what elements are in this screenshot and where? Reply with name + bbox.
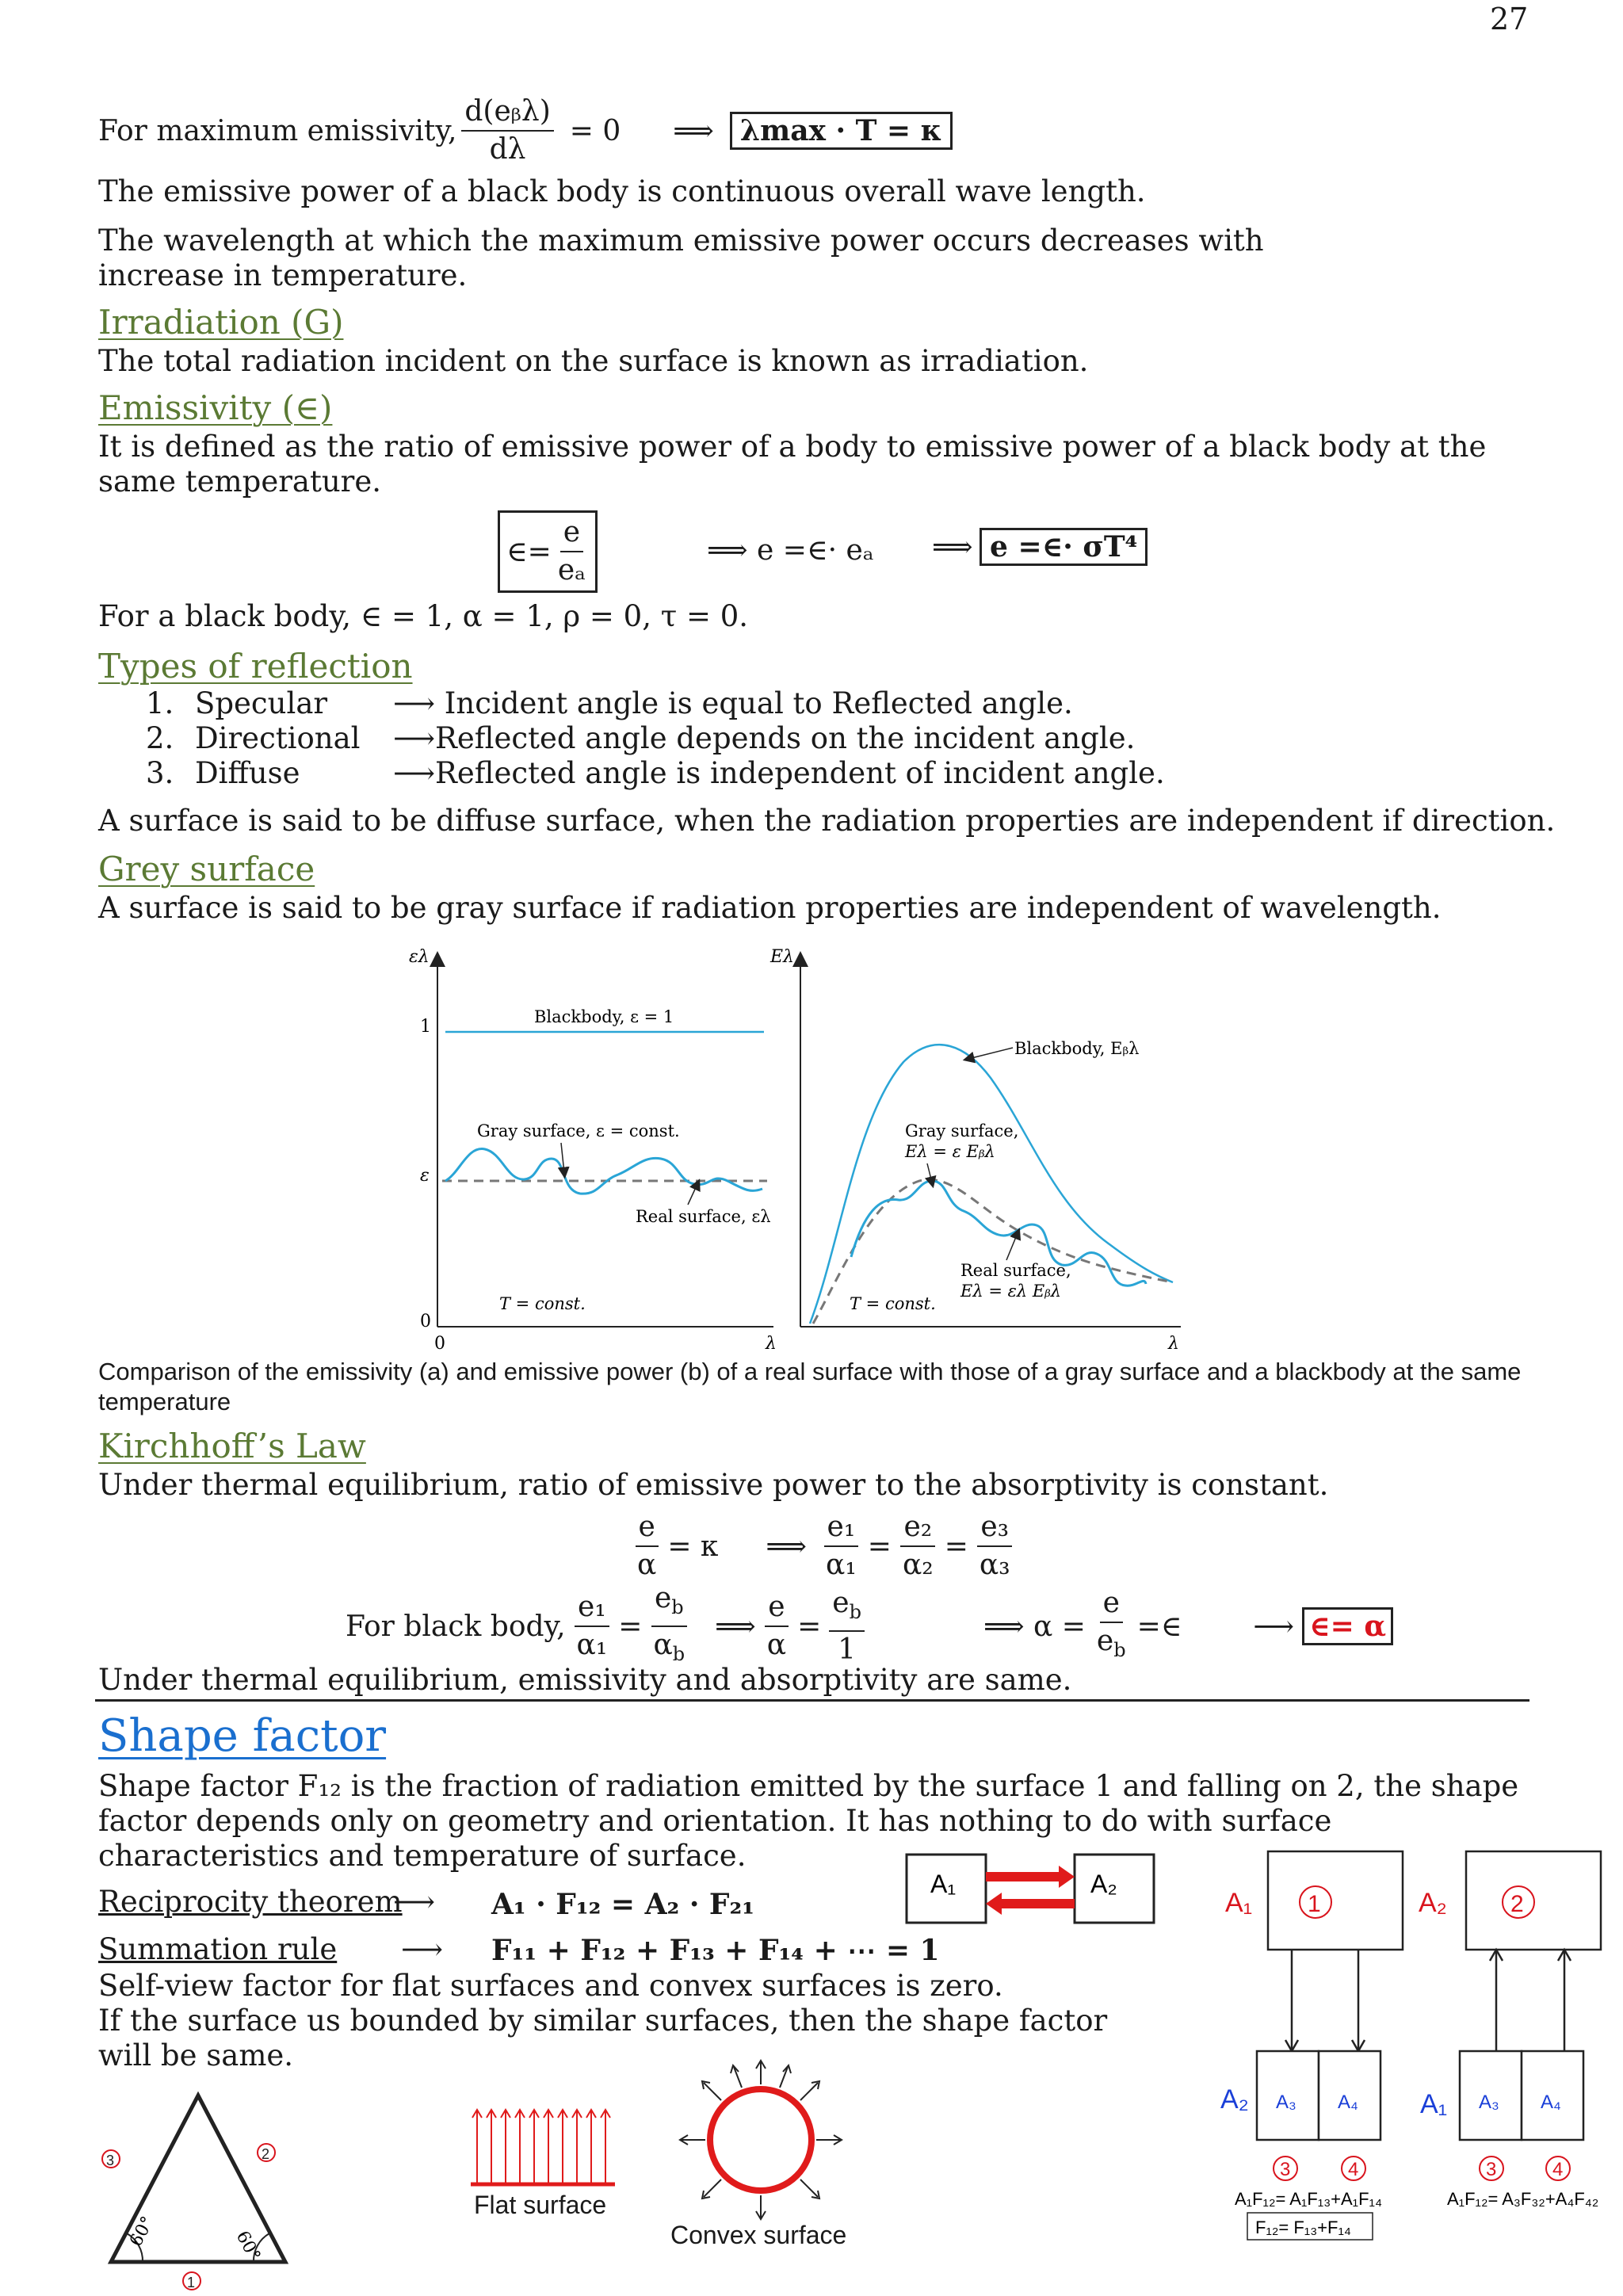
tri-circle-1: 1 [187,2275,196,2290]
right-tconst: T = const. [850,1294,936,1313]
summation-label: Summation rule [98,1932,338,1966]
reciprocity-label: Reciprocity theorem [98,1885,403,1919]
triangle-diagram [95,2080,301,2294]
kappa-eq: = κ [667,1530,719,1563]
kirchhoff-result-box: ∈= α [1302,1607,1393,1645]
convex-circle [710,2089,812,2191]
right-x-label: λ [1168,1334,1179,1354]
right-gray-label-1: Gray surface, [905,1121,1019,1140]
emissivity-num: e [560,514,583,552]
derivative-numerator: d(eᵦλ) [461,94,553,132]
equals-zero: = 0 [569,114,621,147]
left-ytick-1: 1 [420,1017,431,1037]
right-real-label-2: Eλ = ελ Eᵦλ [960,1282,1062,1301]
diag1-circle-4: 4 [1348,2159,1359,2180]
selfview-text: Self-view factor for flat surfaces and convex surfaces is zero. [98,1969,1003,2003]
diag2-circle-4: 4 [1552,2159,1564,2180]
diag2-a2: A₂ [1419,1888,1447,1918]
flat-surface-label: Flat surface [474,2191,607,2219]
diag2-circle-2: 2 [1510,1891,1524,1917]
right-gray-label-2: Eλ = ε Eᵦλ [905,1142,995,1161]
grey-text: A surface is said to be gray surface if radiation properties are independent of wavelength. [98,891,1442,925]
left-ytick-eps: ε [420,1166,430,1186]
diag1-circle-3: 3 [1280,2159,1291,2180]
tri-circle-3: 3 [106,2153,115,2168]
diag1-a4: A₄ [1338,2092,1358,2113]
summation-eq: F₁₁ + F₁₂ + F₁₃ + F₁₄ + ⋯ = 1 [491,1934,940,1967]
irradiation-heading: Irradiation (G) [98,303,344,342]
shape-factor-heading: Shape factor [98,1710,387,1762]
left-tconst: T = const. [499,1294,586,1313]
kirchhoff-conclusion: Under thermal equilibrium, emissivity and absorptivity are same. [98,1663,1072,1697]
para-continuous: The emissive power of a black body is continuous overall wave length. [98,174,1146,208]
exchange-diagram [903,1851,1157,1931]
reciprocity-eq: A₁ · F₁₂ = A₂ · F₂₁ [491,1888,755,1921]
right-blackbody-label: Blackbody, Eᵦλ [1014,1039,1140,1058]
convex-surface-label: Convex surface [670,2221,847,2249]
diag1-eq-2: F₁₂= F₁₃+F₁₄ [1255,2218,1351,2237]
section-divider [95,1699,1529,1702]
reflection-heading: Types of reflection [98,647,413,686]
figure-caption: Comparison of the emissivity (a) and emissive power (b) of a real surface with those of a gray surface and a blackbody at the same temperature [98,1358,1522,1415]
diag2-a1: A₁ [1420,2089,1448,2119]
emissivity-heading: Emissivity (∈) [98,388,333,427]
diag1-a3: A₃ [1276,2092,1296,2113]
black-body-properties: For a black body, ∈ = 1, α = 1, ρ = 0, τ = 0. [98,599,749,633]
right-y-label: Eλ [770,947,795,967]
para-wavelength: The wavelength at which the maximum emissive power occurs decreases with increase in temperature. [98,223,1264,292]
left-real-label: Real surface, ελ [636,1207,771,1226]
diag1-a1: A₁ [1225,1888,1253,1918]
max-emissivity-label: For maximum emissivity, [98,114,457,147]
kirchhoff-heading: Kirchhoff’s Law [98,1427,366,1465]
diag2-a3: A₃ [1479,2092,1499,2113]
shape-factor-text: Shape factor F₁₂ is the fraction of radiation emitted by the surface 1 and falling on 2, the shape factor depends only on geometry and orientation. It has nothing to do with surface characteristics and temperature of surface. [98,1769,1519,1873]
real-surface-curve [445,1149,762,1194]
diag2-circle-3: 3 [1486,2159,1497,2180]
diag1-circle-1: 1 [1308,1891,1321,1917]
emissivity-def-box [498,510,598,593]
derivative-denominator: dλ [489,133,526,166]
diag1-a2: A₂ [1220,2084,1249,2115]
angle-right: 60° [231,2228,265,2265]
left-ytick-0: 0 [420,1312,431,1331]
box-a2-label: A₂ [1090,1870,1117,1898]
emissivity-eq3-box: e =∈· σT⁴ [980,528,1148,566]
left-y-label: ελ [409,947,430,967]
convex-surface-diagram [658,2053,864,2227]
wien-law-box: λmax · T = κ [730,112,953,150]
grey-heading: Grey surface [98,850,315,888]
enclosure-diagrams [1212,1843,1623,2287]
emissivity-den: eₐ [557,554,586,586]
angle-left: 60° [126,2213,158,2250]
left-blackbody-label: Blackbody, ε = 1 [534,1007,674,1026]
diag1-eq-1: A₁F₁₂= A₁F₁₃+A₁F₁₄ [1235,2189,1382,2209]
comparison-figure [396,943,1236,1355]
diffuse-note: A surface is said to be diffuse surface, when the radiation properties are independent if direction. [98,804,1556,838]
emissivity-text: It is defined as the ratio of emissive power of a body to emissive power of a black body at the same temperature. [98,430,1487,499]
left-gray-label: Gray surface, ε = const. [477,1121,680,1140]
emissivity-eq2: ⟹ e =∈· eₐ [707,534,874,567]
list-item: 3. Diffuse ⟶Reflected angle is independent of incident angle. [146,756,1165,790]
list-item: 1. Specular ⟶ Incident angle is equal to Reflected angle. [146,686,1073,720]
implies-arrow: ⟹ [673,114,714,147]
reflection-list [146,686,1165,791]
page-number: 27 [1490,2,1529,36]
diag1-top-box [1268,1851,1403,1950]
right-real-label-1: Real surface, [960,1261,1071,1280]
bounded-text: If the surface us bounded by similar surfaces, then the shape factor will be same. [98,2004,1108,2073]
kirchhoff-arrow: ⟹ [766,1530,808,1563]
kirchhoff-row-2: For black body, $\frac{\text{e₁}}{\text{α₁}}$ = $\frac{e_b}{\alpha_b}$ ⟹ $\frac{e}{\alpha}$ = $\frac{e_b}{1}$ ⟹ α = $\frac{e}{e_b}$ =∈ ⟶ ∈= α [346,1580,1393,1672]
emissivity-lhs: ∈= [506,535,552,568]
black-body-label: For black body, [346,1610,566,1643]
box-a1-label: A₁ [930,1870,957,1898]
tri-circle-2: 2 [262,2146,270,2162]
left-xtick-0: 0 [434,1334,445,1354]
max-emissivity-equation [98,94,953,168]
left-x-label: λ [766,1334,777,1354]
diag2-eq: A₁F₁₂= A₃F₃₂+A₄F₄₂ [1447,2189,1599,2209]
diag2-a4: A₄ [1541,2092,1561,2113]
flat-surface-diagram [468,2100,626,2195]
irradiation-text: The total radiation incident on the surface is known as irradiation. [98,344,1089,378]
kirchhoff-row-1: $\frac{e}{\alpha}$ = κ ⟹ $\frac{\text{e₁}}{\text{α₁}}$ = $\frac{\text{e₂}}{\text{α₂}}$ = $\frac{\text{e₃}}{\text{α₃}}$ [634,1509,1014,1584]
list-item: 2. Directional ⟶Reflected angle depends on the incident angle. [146,721,1136,755]
kirchhoff-text: Under thermal equilibrium, ratio of emissive power to the absorptivity is constant. [98,1468,1329,1502]
